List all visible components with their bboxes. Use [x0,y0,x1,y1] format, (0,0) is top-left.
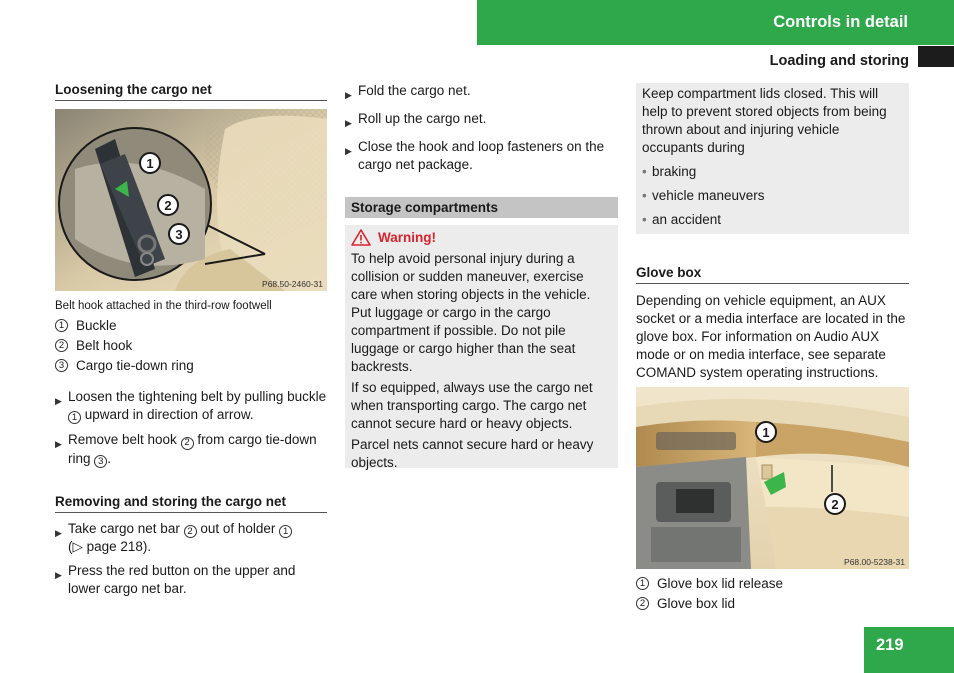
warning-paragraph: Parcel nets cannot secure hard or heavy objects. [351,437,594,470]
legend-label: Belt hook [76,338,133,353]
storage-compartments-title: Storage compartments [345,197,618,218]
legend-item [636,595,909,613]
callout-2: 2 [824,493,846,515]
ref-number: 1 [279,525,292,538]
cargo-net-photo [55,109,327,291]
legend-item [55,357,327,375]
ref-number: 3 [94,455,107,468]
glove-box-illustration [636,387,909,569]
bullet-item: • vehicle maneuvers [642,188,765,203]
note-box [636,83,909,234]
legend-label: Cargo tie-down ring [76,358,194,373]
photo-code: P68.50-2460-31 [262,279,323,289]
callout-1: 1 [755,421,777,443]
step-text: Take cargo net bar 2 out of holder 1 (▷ page 218). [68,520,292,556]
step-text: Remove belt hook 2 from cargo tie-down ring 3 . [68,432,317,467]
glove-box-text: Depending on vehicle equipment, an AUX socket or a media interface are located in the glove box. For information on Audio AUX mode or on media interface, see separate COMAND system operating instructions. [636,293,906,380]
legend-number: 2 [55,339,68,352]
step-text: Close the hook and loop fasteners on the cargo net package. [358,139,605,172]
warning-triangle-icon [351,229,371,246]
step-item [55,388,329,424]
legend-label: Glove box lid [657,596,736,611]
legend-label: Buckle [76,318,117,333]
cargo-net-illustration [55,109,327,291]
glove-legend-list [636,575,909,613]
callout-3: 3 [168,223,190,245]
arrow-icon: ▶ [55,439,62,450]
step-text: Roll up the cargo net. [358,111,487,126]
callout-2: 2 [157,194,179,216]
fold-steps [345,82,618,174]
section-header: Controls in detail [477,0,954,45]
section-title-removing: Removing and storing the cargo net [55,494,327,513]
arrow-icon: ▶ [55,528,62,538]
warning-box [345,225,618,468]
legend-number: 3 [55,359,68,372]
ref-number: 2 [181,437,194,450]
arrow-icon: ▶ [345,90,352,100]
loosen-steps [55,388,329,468]
step-item [345,110,618,132]
warning-label: Warning! [378,230,436,245]
note-text: Keep compartment lids closed. This will help to prevent stored objects from being thrown about and injuring vehicle occupants during [642,86,887,155]
step-text: Press the red button on the upper and lower cargo net bar. [68,563,296,597]
page-reference[interactable]: (▷ page 218). [68,539,152,555]
subsection-title: Loading and storing [769,53,909,69]
section-title-loosening: Loosening the cargo net [55,82,327,101]
arrow-icon: ▶ [345,118,352,128]
glove-box-photo [636,387,909,569]
step-text: Loosen the tightening belt by pulling buckle 1 upward in direction of arrow. [68,389,327,423]
legend-label: Glove box lid release [657,576,784,591]
removing-steps [55,520,329,598]
step-item [55,520,329,556]
arrow-icon: ▶ [55,396,62,406]
ref-number: 1 [68,411,81,424]
legend-number: 1 [55,319,68,332]
legend-item [636,575,909,593]
legend-item [55,337,327,355]
side-tab-marker [918,46,954,67]
arrow-icon: ▶ [55,570,62,581]
warning-paragraph: To help avoid personal injury during a collision or sudden maneuver, exercise care when storing objects in the vehicle. Put luggage or cargo in the cargo compartment if possible. Do not pile luggage or cargo higher than the seat backrests. [351,251,591,374]
step-item [55,562,329,598]
callout-1: 1 [139,152,161,174]
step-item [55,431,329,468]
legend-list [55,317,327,375]
arrow-icon: ▶ [345,146,352,156]
bullet-item: • an accident [642,212,722,227]
ref-number: 2 [184,525,197,538]
legend-item [55,317,327,335]
page-number: 219 [864,627,954,673]
step-item [345,82,618,104]
legend-number: 1 [636,577,649,590]
section-title-glove-box: Glove box [636,265,909,284]
step-item [345,138,618,174]
bullet-item: • braking [642,164,697,179]
photo-code: P68.00-5238-31 [844,557,905,567]
warning-heading [351,229,612,246]
step-text: Fold the cargo net. [358,83,471,98]
photo-caption: Belt hook attached in the third-row footwell [55,300,272,312]
warning-paragraph: If so equipped, always use the cargo net when transporting cargo. The cargo net cannot secure hard or heavy objects. [351,380,593,431]
legend-number: 2 [636,597,649,610]
